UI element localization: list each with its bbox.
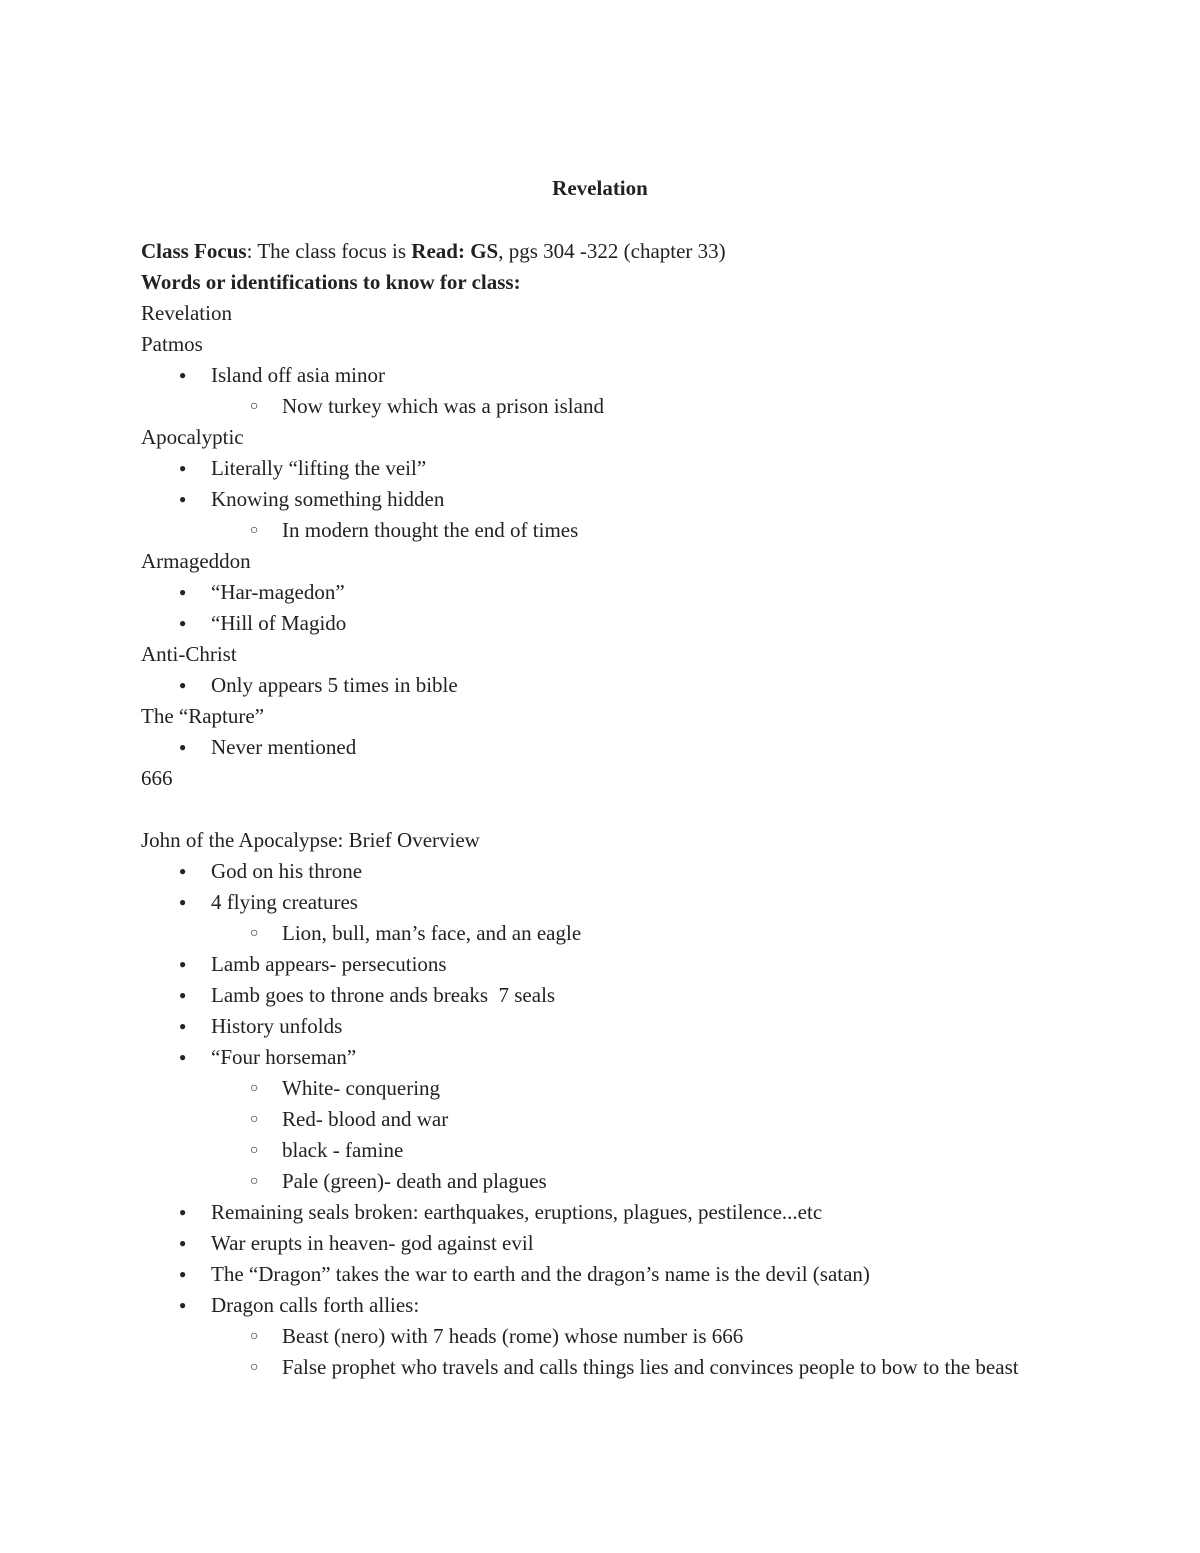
term-apocalyptic: Apocalyptic [141,425,244,449]
hollow-bullet-icon: ○ [250,1143,259,1158]
sub-list-item: ○ In modern thought the end of times [141,515,1071,546]
bullet-icon: ● [179,461,187,475]
term-patmos: Patmos [141,332,203,356]
bullet-icon: ● [179,616,187,630]
read-label: Read: GS [411,239,499,263]
list-item: ● God on his throne [141,856,1071,887]
list-item: ● Knowing something hidden [141,484,1071,515]
list-item: ● History unfolds [141,1011,1071,1042]
bullet-icon: ● [179,988,187,1002]
list-item: ● “Hill of Magido [141,608,1071,639]
bullet-icon: ● [179,368,187,382]
sub-list-item: ○ Red- blood and war [141,1104,1071,1135]
list-item: ● Never mentioned [141,732,1071,763]
term-666: 666 [141,766,173,790]
bullet-icon: ● [179,1050,187,1064]
list-item: ● Only appears 5 times in bible [141,670,1071,701]
bullet-icon: ● [179,585,187,599]
hollow-bullet-icon: ○ [250,1112,259,1127]
sub-list-item: ○ Lion, bull, man’s face, and an eagle [141,918,1071,949]
hollow-bullet-icon: ○ [250,1329,259,1344]
bullet-icon: ● [179,1298,187,1312]
class-focus-label: Class Focus [141,239,247,263]
bullet-icon: ● [179,1205,187,1219]
hollow-bullet-icon: ○ [250,1360,259,1375]
term-revelation: Revelation [141,301,232,325]
bullet-icon: ● [179,1236,187,1250]
hollow-bullet-icon: ○ [250,523,259,538]
hollow-bullet-icon: ○ [250,926,259,941]
sub-list-item: ○ False prophet who travels and calls things lies and convinces people to bow to the beast [141,1352,1071,1383]
sub-list-item: ○ black - famine [141,1135,1071,1166]
list-item: ● 4 flying creatures [141,887,1071,918]
list-item: ● Literally “lifting the veil” [141,453,1071,484]
words-heading: Words or identifications to know for class: [141,270,521,294]
list-item: ● Remaining seals broken: earthquakes, eruptions, plagues, pestilence...etc [141,1197,1071,1228]
bullet-icon: ● [179,957,187,971]
term-rapture: The “Rapture” [141,704,265,728]
list-item: ● Island off asia minor [141,360,1071,391]
hollow-bullet-icon: ○ [250,399,259,414]
term-armageddon: Armageddon [141,549,251,573]
bullet-icon: ● [179,895,187,909]
bullet-icon: ● [179,1267,187,1281]
bullet-icon: ● [179,864,187,878]
bullet-icon: ● [179,678,187,692]
bullet-icon: ● [179,740,187,754]
sub-list-item: ○ Beast (nero) with 7 heads (rome) whose number is 666 [141,1321,1071,1352]
hollow-bullet-icon: ○ [250,1174,259,1189]
hollow-bullet-icon: ○ [250,1081,259,1096]
list-item: ● Dragon calls forth allies: [141,1290,1071,1321]
list-item: ● Lamb goes to throne ands breaks 7 seals [141,980,1071,1011]
list-item: ● The “Dragon” takes the war to earth and the dragon’s name is the devil (satan) [141,1259,1071,1290]
list-item: ● “Four horseman” [141,1042,1071,1073]
sub-list-item: ○ Now turkey which was a prison island [141,391,1071,422]
sub-list-item: ○ Pale (green)- death and plagues [141,1166,1071,1197]
list-item: ● Lamb appears- persecutions [141,949,1071,980]
list-item: ● “Har-magedon” [141,577,1071,608]
list-item: ● War erupts in heaven- god against evil [141,1228,1071,1259]
term-antichrist: Anti-Christ [141,642,237,666]
document-body [141,236,1071,1383]
bullet-icon: ● [179,1019,187,1033]
overview-heading: John of the Apocalypse: Brief Overview [141,828,480,852]
bullet-icon: ● [179,492,187,506]
blank-line [141,794,1071,825]
class-focus-line: Class Focus: The class focus is Read: GS, pgs 304 -322 (chapter 33) [141,239,726,263]
page-title: Revelation [552,176,648,200]
sub-list-item: ○ White- conquering [141,1073,1071,1104]
